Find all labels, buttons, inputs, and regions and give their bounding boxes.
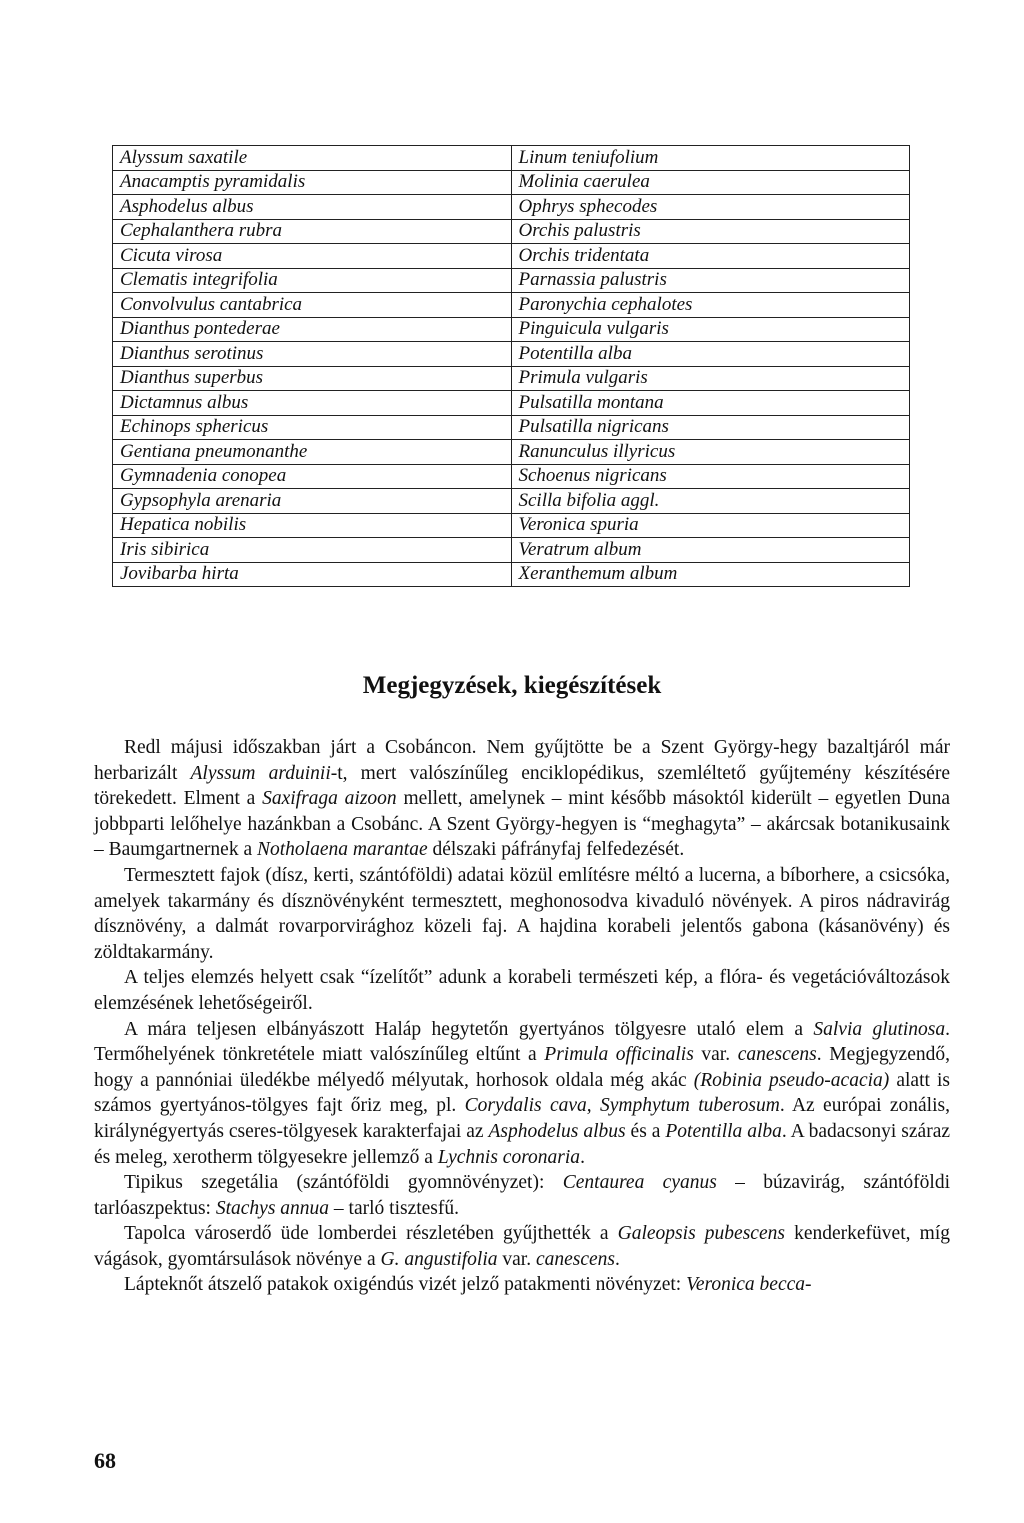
species-name: Stachys annua — [215, 1197, 330, 1219]
species-name: (Robinia pseudo-acacia) — [693, 1069, 890, 1091]
text-run: Tipikus szegetália (szántóföldi gyomnövényzet): — [124, 1172, 563, 1194]
table-cell: Iris sibirica — [113, 538, 512, 563]
text-run: délszaki páfrányfaj felfedezését. — [427, 839, 685, 861]
table-row — [113, 195, 910, 220]
table-cell: Echinops sphericus — [113, 415, 512, 440]
table-cell: Paronychia cephalotes — [511, 293, 910, 318]
table-row — [113, 489, 910, 514]
paragraph — [94, 965, 950, 1016]
table-cell: Gypsophyla arenaria — [113, 489, 512, 514]
text-run: Tapolca városerdő üde lomberdei részletében gyűjthették a — [124, 1223, 618, 1245]
table-cell: Molinia caerulea — [511, 170, 910, 195]
table-cell: Alyssum saxatile — [113, 146, 512, 171]
table-cell: Pulsatilla nigricans — [511, 415, 910, 440]
table-cell: Ophrys sphecodes — [511, 195, 910, 220]
table-row — [113, 538, 910, 563]
species-name: Veronica becca- — [686, 1274, 812, 1296]
paragraph — [94, 735, 950, 863]
text-run: és a — [625, 1120, 666, 1142]
paragraph — [94, 863, 950, 965]
table-row — [113, 440, 910, 465]
table-row — [113, 244, 910, 269]
table-cell: Pulsatilla montana — [511, 391, 910, 416]
body-text — [94, 735, 950, 1298]
table-row — [113, 219, 910, 244]
species-table — [112, 145, 910, 587]
table-cell: Xeranthemum album — [511, 562, 910, 587]
table-row — [113, 464, 910, 489]
table-row — [113, 342, 910, 367]
table-cell: Gymnadenia conopea — [113, 464, 512, 489]
table-cell: Asphodelus albus — [113, 195, 512, 220]
text-run: . — [580, 1146, 585, 1168]
table-cell: Anacamptis pyramidalis — [113, 170, 512, 195]
table-row — [113, 562, 910, 587]
text-run: var. — [497, 1248, 536, 1270]
species-name: Galeopsis pubescens — [617, 1223, 785, 1245]
table-cell: Veratrum album — [511, 538, 910, 563]
table-cell: Cephalanthera rubra — [113, 219, 512, 244]
table-cell: Dianthus pontederae — [113, 317, 512, 342]
text-run: kenderkefüvet, míg vágások, gyomtársulások növénye a — [94, 1223, 950, 1270]
text-run: Termesztett fajok (dísz, kerti, szántóföldi) adatai közül említésre méltó a lucerna, a bíborhere, a csicsóka, amelyek takarmány és dísznövényként termesztett, meghonosodva kivaduló növények. A piros nádravirág dísznövény, a dalmát rovarporvirághoz közeli faj. A hajdina korabeli jelentős gabona (kásanövény) és zöldtakarmány. — [94, 864, 950, 963]
table-cell: Orchis palustris — [511, 219, 910, 244]
text-run: alatt is számos gyertyános-tölgyes fajt őriz meg, pl. — [94, 1069, 950, 1117]
table-cell: Veronica spuria — [511, 513, 910, 538]
table-cell: Hepatica nobilis — [113, 513, 512, 538]
table-cell: Parnassia palustris — [511, 268, 910, 293]
species-name: Asphodelus albus — [488, 1120, 626, 1142]
table-row — [113, 146, 910, 171]
table-row — [113, 317, 910, 342]
text-run: . A badacsonyi száraz és meleg, xerotherm tölgyesekre jellemző a — [94, 1120, 951, 1168]
table-row — [113, 513, 910, 538]
paragraph — [94, 1221, 950, 1272]
table-cell: Ranunculus illyricus — [511, 440, 910, 465]
text-run: . Megjegyzendő, hogy a pannóniai üledékbe mélyedő mélyutak, horhosok oldala még akác — [94, 1044, 950, 1091]
species-name: canescens — [737, 1044, 817, 1066]
table-cell: Clematis integrifolia — [113, 268, 512, 293]
table-cell: Jovibarba hirta — [113, 562, 512, 587]
species-name: Salvia glutinosa — [813, 1018, 946, 1040]
table-row — [113, 170, 910, 195]
table-cell: Potentilla alba — [511, 342, 910, 367]
species-name: Corydalis cava, Symphytum tuberosum — [464, 1095, 780, 1117]
table-cell: Gentiana pneumonanthe — [113, 440, 512, 465]
text-run: . Az európai zonális, királynégyertyás cseres-tölgyesek karakterfajai az — [94, 1095, 950, 1142]
table-cell: Linum teniufolium — [511, 146, 910, 171]
table-cell: Orchis tridentata — [511, 244, 910, 269]
paragraph — [94, 1017, 950, 1171]
section-title: Megjegyzések, kiegészítések — [362, 672, 662, 699]
table-cell: Pinguicula vulgaris — [511, 317, 910, 342]
species-name: Notholaena marantae — [256, 839, 428, 861]
text-run: A mára teljesen elbányászott Haláp hegytetőn gyertyános tölgyesre utaló elem a — [124, 1018, 814, 1040]
text-run: . Termőhelyének tönkretétele miatt valószínűleg eltűnt a — [94, 1018, 950, 1066]
text-run: Lápteknőt átszelő patakok oxigéndús vizét jelző patakmenti növényzet: — [124, 1274, 687, 1296]
text-run: -t, mert valószínűleg enciklopédikus, szemléltető gyűjtemény készítésére törekedett. Elment a — [94, 762, 950, 810]
paragraph — [94, 1272, 950, 1298]
table-cell: Dictamnus albus — [113, 391, 512, 416]
paragraph — [94, 1170, 950, 1221]
table-row — [113, 415, 910, 440]
text-run: var. — [693, 1044, 738, 1066]
species-name: canescens — [535, 1248, 616, 1270]
table-row — [113, 268, 910, 293]
table-cell: Schoenus nigricans — [511, 464, 910, 489]
table-cell: Cicuta virosa — [113, 244, 512, 269]
text-run: – tarló tisztesfű. — [329, 1197, 460, 1219]
table-row — [113, 391, 910, 416]
text-run: mellett, amelynek – mint később másoktól kiderült – egyetlen Duna jobbparti lelőhelye hazánkban a Csobánc. A Szent György-hegyen is “meghagyta” – akárcsak botanikusaink – Baumgartnernek a — [94, 788, 951, 861]
table-row — [113, 293, 910, 318]
table-cell: Convolvulus cantabrica — [113, 293, 512, 318]
species-name: Primula officinalis — [544, 1044, 694, 1066]
table-cell: Scilla bifolia aggl. — [511, 489, 910, 514]
species-name: Potentilla alba — [665, 1120, 782, 1142]
species-name: Lychnis coronaria — [437, 1146, 581, 1168]
species-name: Centaurea cyanus — [562, 1172, 717, 1194]
text-run: . — [615, 1248, 620, 1270]
page-number: 68 — [94, 1448, 116, 1473]
table-cell: Primula vulgaris — [511, 366, 910, 391]
species-name: Saxifraga aizoon — [262, 788, 397, 810]
table-row — [113, 366, 910, 391]
species-table-body — [113, 146, 910, 587]
text-run: A teljes elemzés helyett csak “ízelítőt” adunk a korabeli természeti kép, a flóra- és vegetációváltozások elemzésének lehetőségeiről. — [94, 967, 950, 1014]
text-run: Redl májusi időszakban járt a Csobáncon. Nem gyűjtötte be a Szent György-hegy bazaltjáról már herbarizált — [94, 737, 950, 784]
species-name: G. angustifolia — [380, 1248, 498, 1270]
species-name: Alyssum arduinii — [190, 762, 331, 784]
table-cell: Dianthus serotinus — [113, 342, 512, 367]
table-cell: Dianthus superbus — [113, 366, 512, 391]
text-run: – búzavirág, szántóföldi tarlóaszpektus: — [94, 1172, 950, 1219]
